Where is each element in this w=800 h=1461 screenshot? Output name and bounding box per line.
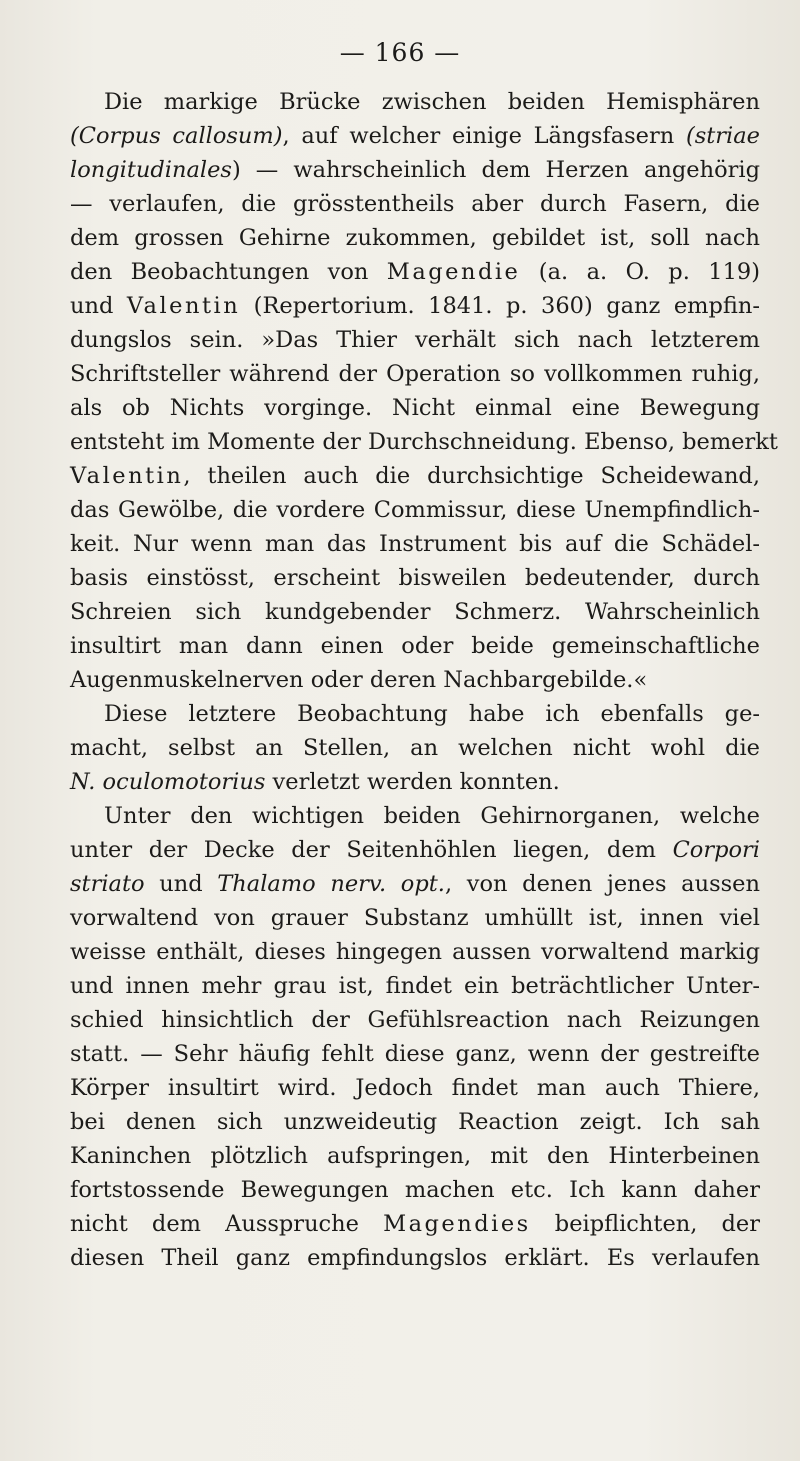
spaced-name: Valentin [126, 293, 241, 319]
text-line [70, 731, 760, 765]
text-segment: Augenmuskelnerven oder deren Nachbargebilde.« [70, 667, 648, 693]
text-line [70, 1139, 760, 1173]
text-line [70, 85, 760, 119]
text-segment: bei denen sich unzweideutig Reaction zeigt. Ich sah [70, 1109, 760, 1135]
text-segment: und [144, 871, 218, 897]
text-line [70, 765, 760, 799]
text-segment: Schreien sich kundgebender Schmerz. Wahrscheinlich [70, 599, 760, 625]
spaced-name: Valentin [70, 463, 184, 489]
italic-text: N. oculomotorius [70, 769, 266, 795]
text-segment: dungslos sein. »Das Thier verhält sich nach letzterem [70, 327, 760, 353]
text-segment: keit. Nur wenn man das Instrument bis auf die Schädel- [70, 531, 760, 557]
text-segment: (Repertorium. 1841. p. 360) ganz empfin- [240, 293, 760, 319]
text-segment: schied hinsichtlich der Gefühlsreaction nach Reizungen [70, 1007, 760, 1033]
text-segment: das Gewölbe, die vordere Commissur, diese Unempfindlich- [70, 497, 760, 523]
text-line [70, 799, 760, 833]
spaced-name: Magendie [386, 259, 521, 285]
text-line [70, 697, 760, 731]
text-segment: (a. a. O. p. 119) [520, 259, 761, 285]
text-line [70, 1105, 760, 1139]
text-segment: , auf welcher einige Längsfasern [282, 123, 686, 149]
text-line [70, 833, 760, 867]
text-segment: diesen Theil ganz empfindungslos erklärt. Es verlaufen [70, 1245, 760, 1271]
text-segment: basis einstösst, erscheint bisweilen bedeutender, durch [70, 565, 760, 591]
text-segment: und innen mehr grau ist, findet ein beträchtlicher Unter- [70, 973, 760, 999]
page-number: — 166 — [339, 38, 461, 67]
text-line [70, 935, 760, 969]
text-segment: Diese letztere Beobachtung habe ich ebenfalls ge- [104, 701, 760, 727]
text-segment: insultirt man dann einen oder beide gemeinschaftliche [70, 633, 760, 659]
text-line [70, 493, 760, 527]
text-line [70, 425, 778, 459]
italic-text: Thalamo nerv. opt. [217, 871, 445, 897]
text-segment: dem grossen Gehirne zukommen, gebildet ist, soll nach [70, 225, 760, 251]
spaced-name: Magendies [383, 1211, 531, 1237]
text-segment: fortstossende Bewegungen machen etc. Ich kann daher [70, 1177, 760, 1203]
text-line [70, 391, 760, 425]
italic-text: longitudinales [70, 157, 232, 183]
text-segment: als ob Nichts vorginge. Nicht einmal eine Bewegung [70, 395, 760, 421]
text-segment: weisse enthält, dieses hingegen aussen vorwaltend markig [70, 939, 760, 965]
text-segment: — verlaufen, die grösstentheils aber durch Fasern, die [70, 191, 760, 217]
text-segment: entsteht im Momente der Durchschneidung. Ebenso, bemerkt [70, 429, 778, 455]
text-line [70, 187, 760, 221]
italic-text: striato [70, 871, 145, 897]
text-segment: vorwaltend von grauer Substanz umhüllt ist, innen viel [70, 905, 760, 931]
text-line [70, 1071, 760, 1105]
text-line [70, 1241, 760, 1275]
text-line [70, 255, 760, 289]
text-segment: verletzt werden konnten. [265, 769, 560, 795]
text-line [70, 119, 760, 153]
text-segment: beipflichten, der [530, 1211, 760, 1237]
text-line [70, 1037, 760, 1071]
italic-text: (Corpus callosum) [70, 123, 283, 149]
text-line [70, 663, 760, 697]
italic-text: (striae [685, 123, 760, 149]
text-segment: Schriftsteller während der Operation so vollkommen ruhig, [70, 361, 760, 387]
text-line [70, 969, 760, 1003]
text-line [70, 323, 760, 357]
text-line [70, 153, 760, 187]
text-line [70, 867, 760, 901]
text-line [70, 1003, 760, 1037]
text-line [70, 561, 760, 595]
text-segment: macht, selbst an Stellen, an welchen nicht wohl die [70, 735, 760, 761]
text-segment: und [70, 293, 127, 319]
text-segment: , von denen jenes aussen [444, 871, 760, 897]
text-segment: , theilen auch die durchsichtige Scheidewand, [183, 463, 760, 489]
text-line [70, 629, 760, 663]
text-segment: Die markige Brücke zwischen beiden Hemisphären [104, 89, 760, 115]
text-segment: nicht dem Ausspruche [70, 1211, 384, 1237]
text-segment: Körper insultirt wird. Jedoch findet man auch Thiere, [70, 1075, 760, 1101]
text-line [70, 1173, 760, 1207]
text-segment: unter der Decke der Seitenhöhlen liegen, dem [70, 837, 673, 863]
italic-text: Corpori [672, 837, 760, 863]
text-segment: Unter den wichtigen beiden Gehirnorganen, welche [104, 803, 760, 829]
text-line [70, 221, 760, 255]
text-segment: ) — wahrscheinlich dem Herzen angehörig [231, 157, 760, 183]
text-line [70, 595, 760, 629]
text-segment: statt. — Sehr häufig fehlt diese ganz, wenn der gestreifte [70, 1041, 760, 1067]
text-line [70, 1207, 760, 1241]
text-segment: Kaninchen plötzlich aufspringen, mit den Hinterbeinen [70, 1143, 760, 1169]
body-text [70, 85, 778, 1275]
text-segment: den Beobachtungen von [70, 259, 387, 285]
text-line [70, 289, 760, 323]
text-line [70, 901, 760, 935]
text-line [70, 459, 760, 493]
text-line [70, 357, 760, 391]
text-line [70, 527, 760, 561]
